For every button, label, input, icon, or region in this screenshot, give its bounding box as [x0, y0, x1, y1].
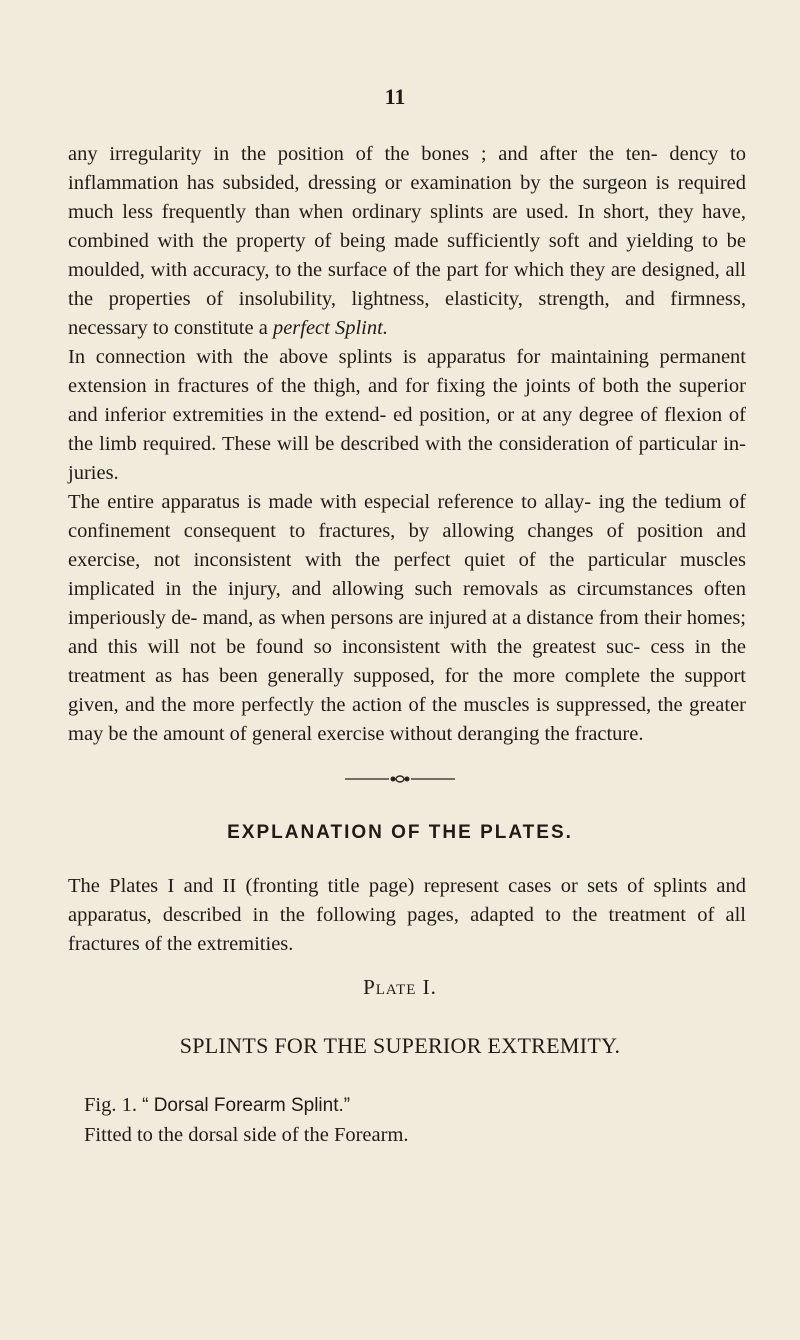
section-heading: SPLINTS FOR THE SUPERIOR EXTREMITY. [179, 1033, 621, 1058]
figure-description: Fitted to the dorsal side of the Forearm. [84, 1124, 409, 1146]
plates-intro: The Plates I and II (fronting title page) represent cases or sets of splints and apparatus, described in the following pages, adapted to the treatment of all fractures of the extremities. [68, 875, 746, 955]
figure-caption [84, 1090, 744, 1121]
paragraph-1 [68, 140, 746, 343]
divider-ornament-icon [345, 773, 455, 785]
main-text [68, 140, 746, 749]
ornamental-divider [0, 773, 800, 785]
plate-label: Plate I. [363, 975, 437, 999]
page-number: 11 [384, 84, 406, 109]
paragraph-2: In connection with the above splints is apparatus for maintaining permanent extension in fractures of the thigh, and for fixing the joints of both the superior and inferior extremities in the extend- ed position, or at any degree of flexion of the limb required. These will be described with the consideration of particular in- juries. [68, 346, 746, 484]
paragraph-3: The entire apparatus is made with especial reference to allay- ing the tedium of confinement consequent to fractures, by allowing changes of position and exercise, not inconsistent with the perfect quiet of the particular muscles implicated in the injury, and allowing such removals as circumstances often imperiously de- mand, as when persons are injured at a distance from their homes; and this will not be found so inconsistent with the greatest suc- cess in the treatment as has been generally supposed, for the more complete the support given, and the more perfectly the action of the muscles is suppressed, the greater may be the amount of general exercise without deranging the fracture. [68, 491, 746, 745]
emphasis-perfect-splint: perfect Splint. [272, 317, 388, 339]
plates-heading: EXPLANATION OF THE PLATES. [227, 822, 573, 843]
figure-title: “ Dorsal Forearm Splint.” [142, 1095, 351, 1116]
figure-number: Fig. 1. [84, 1094, 137, 1116]
paragraph-1-text: any irregularity in the position of the bones ; and after the ten- dency to inflammation has subsided, dressing or examination by the surgeon is required much less frequently than when ordinary splints are used. In short, they have, combined with the property of being made sufficiently soft and yielding to be moulded, with accuracy, to the surface of the part for which they are designed, all the properties of insolubility, lightness, elasticity, strength, and firmness, necessary to constitute a [68, 143, 746, 339]
